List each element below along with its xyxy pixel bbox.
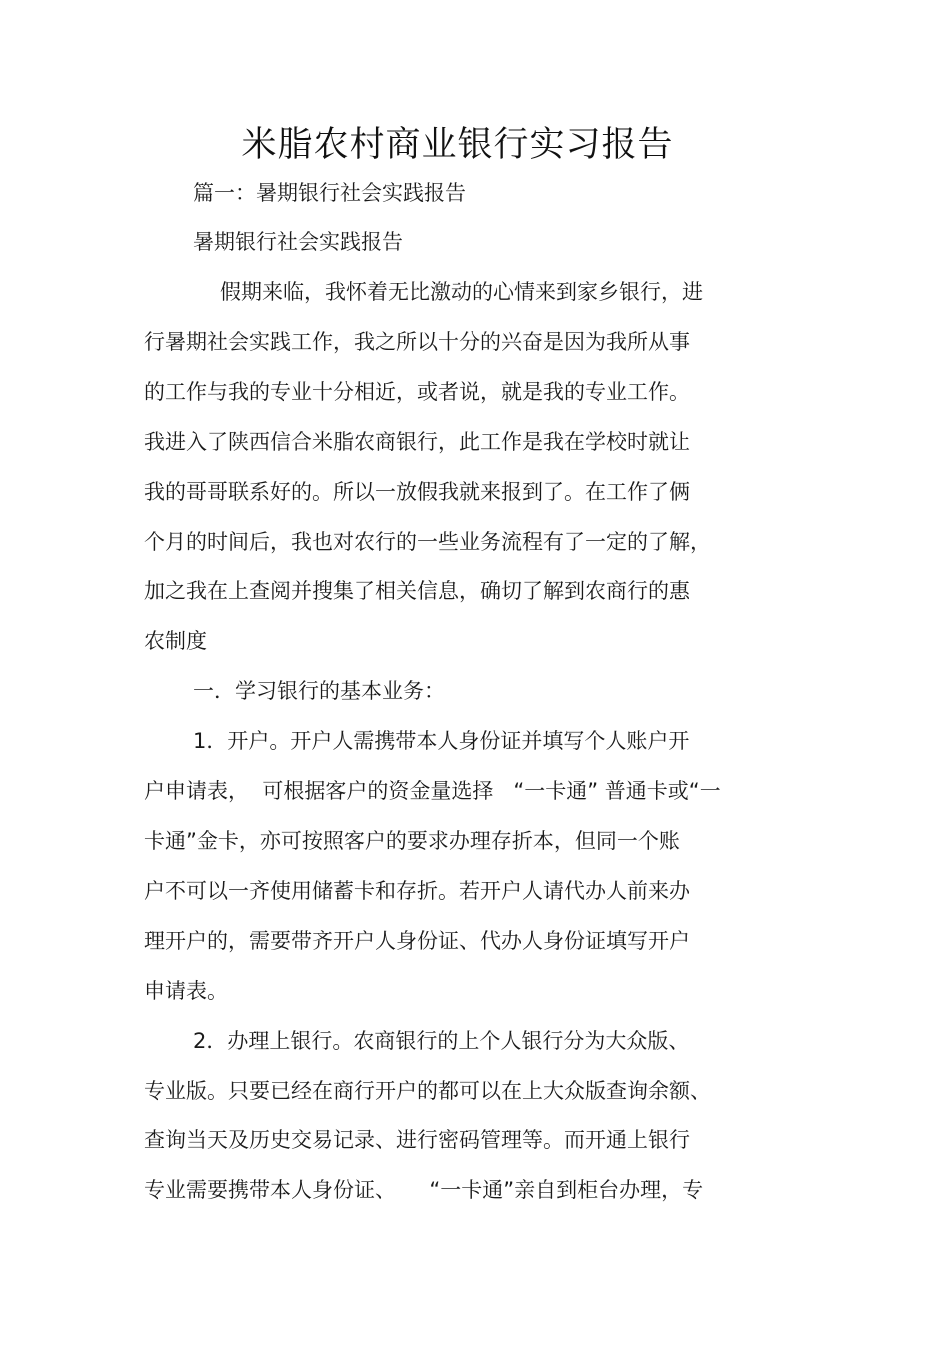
paragraph-line: 农制度	[144, 629, 207, 653]
paragraph-line: 行暑期社会实践工作，我之所以十分的兴奋是因为我所从事	[144, 330, 690, 354]
paragraph-line: 我的哥哥联系好的。所以一放假我就来报到了。在工作了俩	[144, 480, 690, 504]
list-item-line: 2．办理上银行。农商银行的上个人银行分为大众版、	[193, 1029, 690, 1053]
paragraph-line: 我进入了陕西信合米脂农商银行，此工作是我在学校时就让	[144, 430, 690, 454]
list-heading: 一．学习银行的基本业务：	[193, 679, 445, 703]
paragraph-line: 假期来临，我怀着无比激动的心情来到家乡银行，进	[220, 280, 703, 304]
paragraph-line: 专业版。只要已经在商行开户的都可以在上大众版查询余额、	[144, 1079, 711, 1103]
paragraph-line: 查询当天及历史交易记录、进行密码管理等。而开通上银行	[144, 1128, 690, 1152]
document-title: 米脂农村商业银行实习报告	[241, 125, 674, 165]
paragraph-line: 理开户的，需要带齐开户人身份证、代办人身份证填写开户	[144, 929, 690, 953]
paragraph-line: 的工作与我的专业十分相近，或者说，就是我的专业工作。	[144, 380, 690, 404]
paragraph-line: 专业需要携带本人身份证、 “一卡通”亲自到柜台办理，专	[144, 1178, 704, 1202]
section-heading: 篇一：暑期银行社会实践报告	[193, 181, 466, 205]
subheading: 暑期银行社会实践报告	[193, 230, 403, 254]
paragraph-line: 个月的时间后，我也对农行的一些业务流程有了一定的了解，	[144, 530, 711, 554]
paragraph-line: 申请表。	[144, 979, 228, 1003]
paragraph-line: 户申请表， 可根据客户的资金量选择 “一卡通” 普通卡或“一	[144, 779, 721, 803]
paragraph-line: 卡通”金卡，亦可按照客户的要求办理存折本，但同一个账	[144, 829, 680, 853]
list-item-line: 1．开户。开户人需携带本人身份证并填写个人账户开	[193, 729, 690, 753]
paragraph-line: 加之我在上查阅并搜集了相关信息，确切了解到农商行的惠	[144, 579, 690, 603]
paragraph-line: 户不可以一齐使用储蓄卡和存折。若开户人请代办人前来办	[144, 879, 690, 903]
